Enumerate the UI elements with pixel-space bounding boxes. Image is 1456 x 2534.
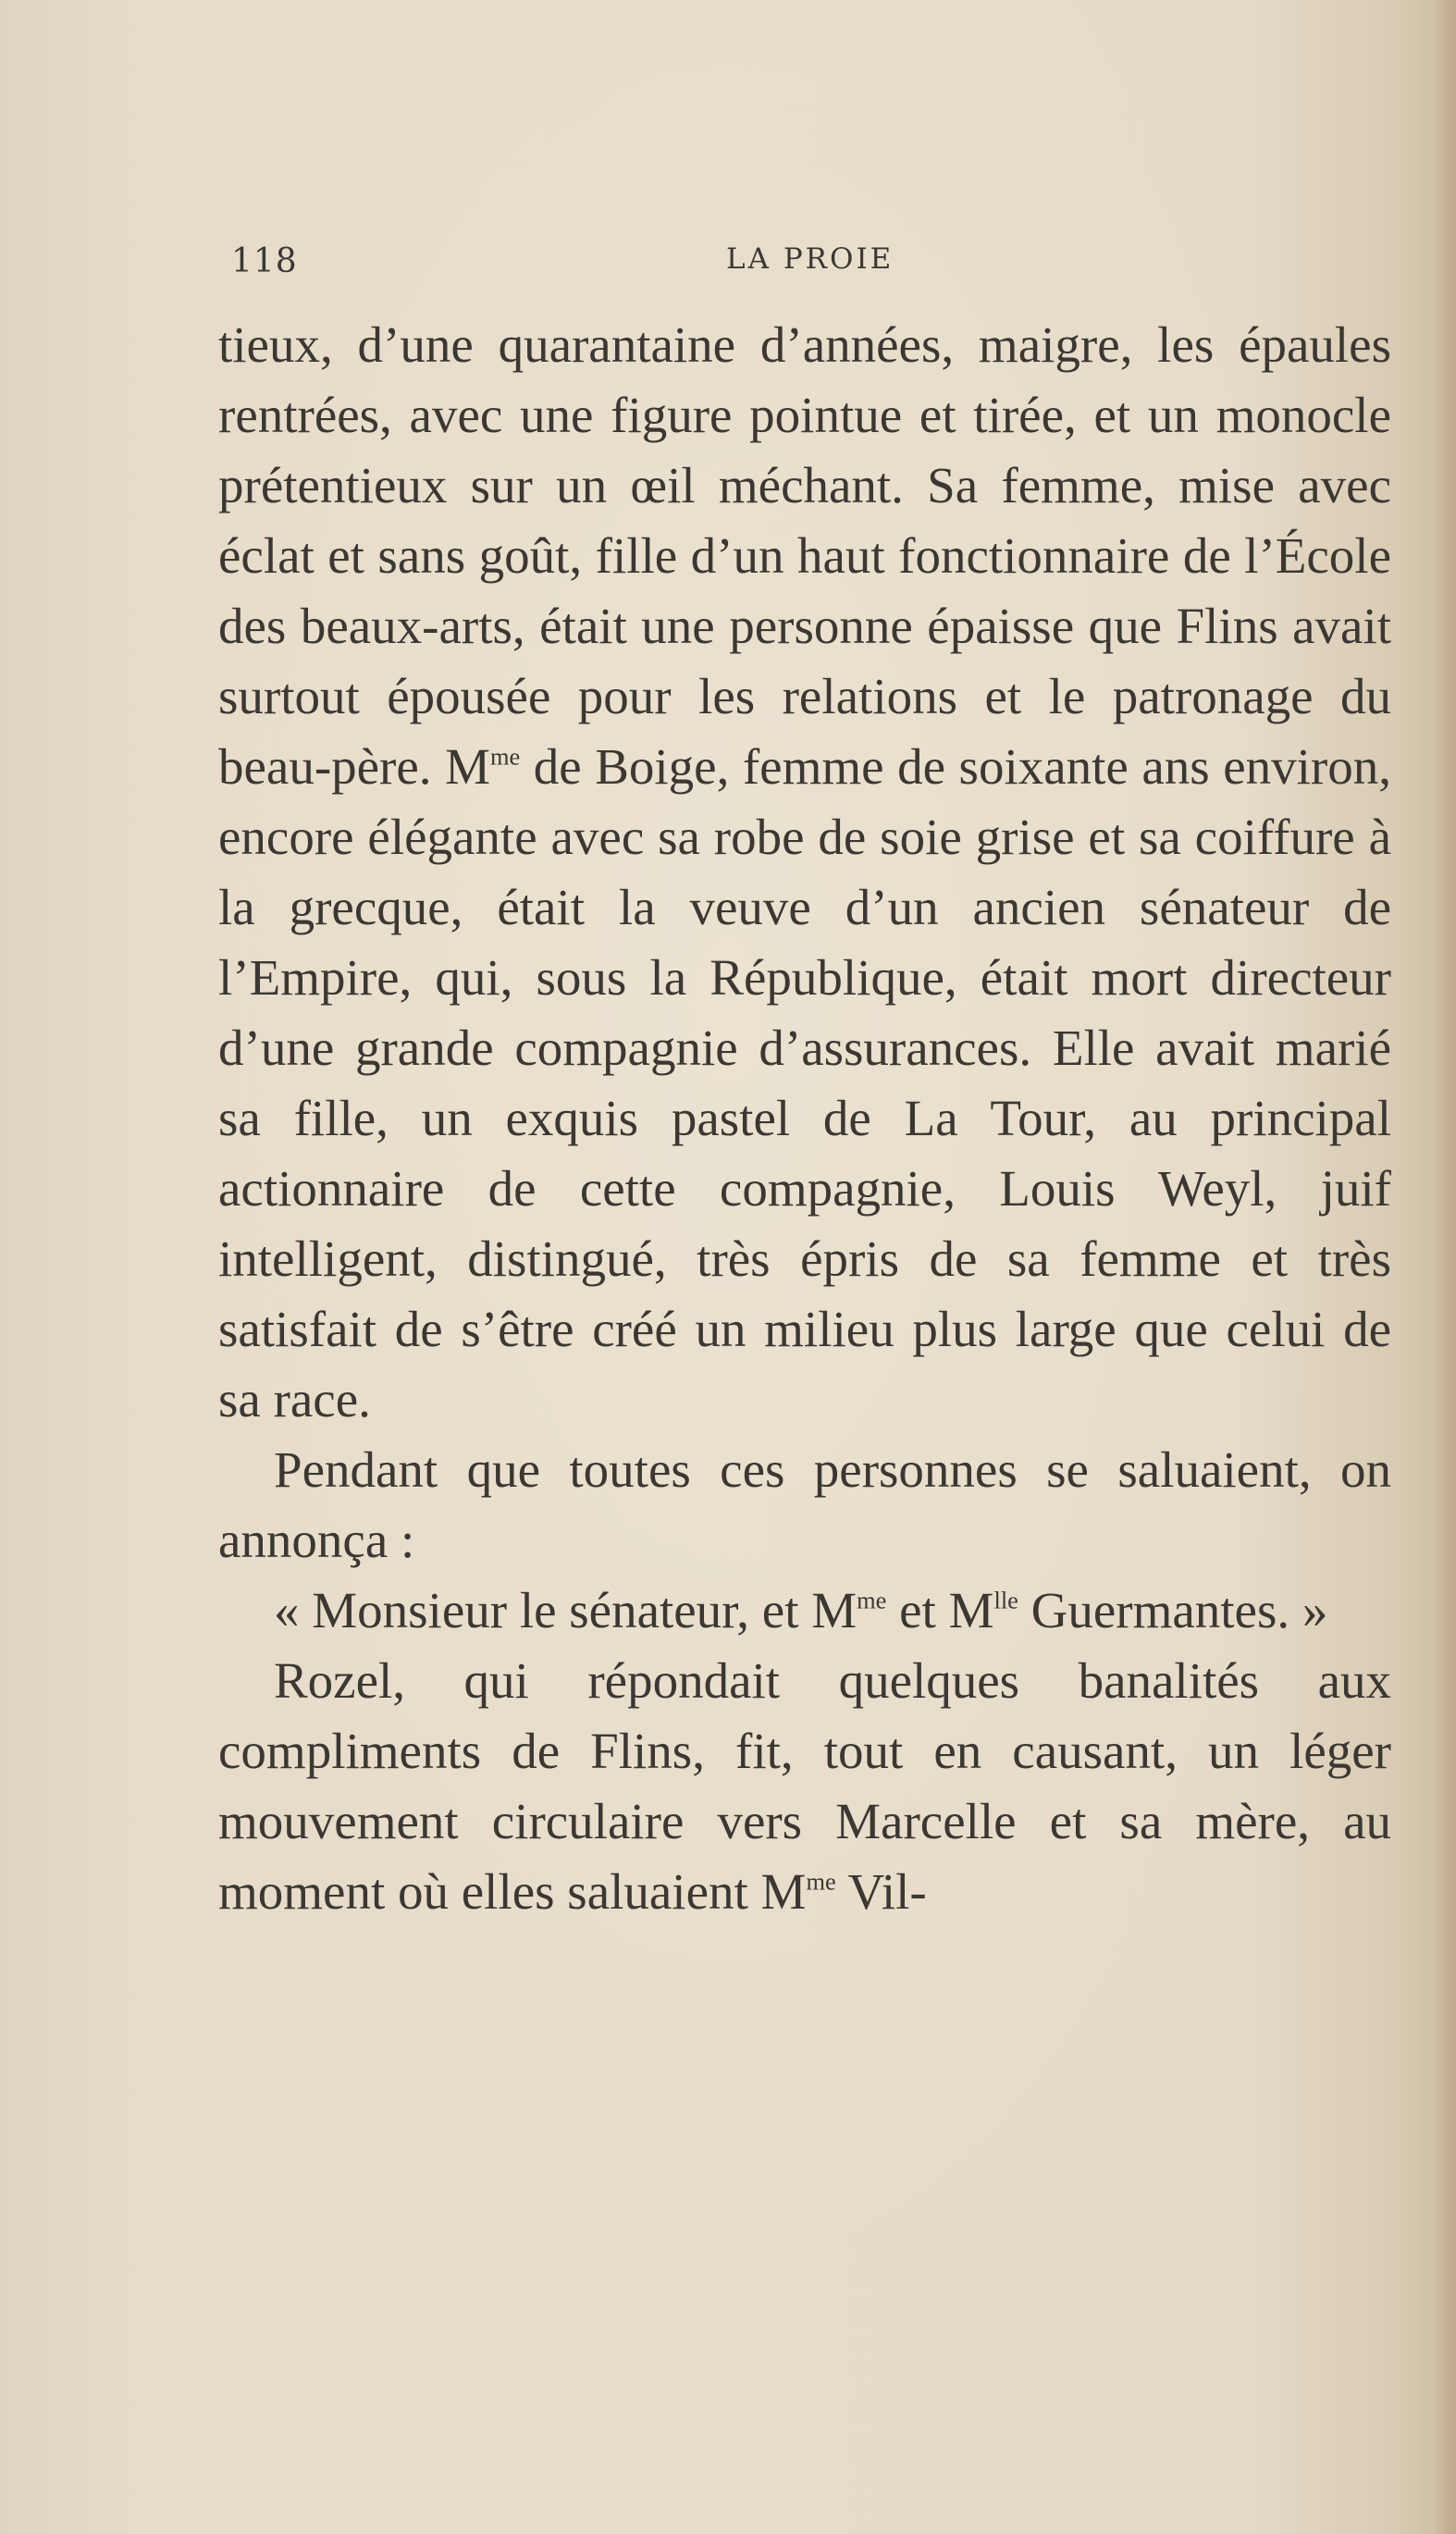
- running-title: LA PROIE: [726, 242, 895, 276]
- text-run: Rozel, qui répondait quelques banalités aux compliments de Flins, fit, tout en causant, un léger mouvement circulaire vers Marcelle et sa mère, au moment où elles saluaient M: [218, 1652, 1391, 1920]
- superscript: me: [806, 1867, 836, 1896]
- text-run: tieux, d’une quarantaine d’années, maigre, les épaules rentrées, avec une figure pointue et tirée, et un monocle prétentieux sur un œil méchant. Sa femme, mise avec éclat et sans goût, fille d’un haut fonctionnaire de l’École des beaux-arts, était une personne épaisse que Flins avait surtout épousée pour les relations et le patronage du beau-père. M: [218, 316, 1391, 795]
- paragraph: Pendant que toutes ces personnes se saluaient, on annonça :: [218, 1441, 1391, 1568]
- text-run: de Boige, femme de soixante ans environ, encore élégante avec sa robe de soie grise et sa coiffure à la grecque, était la veuve d’un ancien sénateur de l’Empire, qui, sous la République, était mort directeur d’une grande compagnie d’assurances. Elle avait marié sa fille, un exquis pastel de La Tour, au principal actionnaire de cette compagnie, Louis Weyl, juif intelligent, distingué, très épris de sa femme et très satisfait de s’être créé un milieu plus large que celui de sa race.: [218, 738, 1391, 1428]
- superscript: me: [857, 1586, 887, 1614]
- paragraph: [218, 1646, 1391, 1927]
- text-run: Vil-: [835, 1863, 927, 1920]
- paragraph: [218, 1576, 1391, 1646]
- paragraph: [218, 310, 1391, 1435]
- superscript: me: [489, 742, 521, 771]
- text-run: et M: [886, 1582, 994, 1638]
- page-header: [231, 242, 1392, 289]
- text-run: Guermantes. »: [1018, 1582, 1328, 1638]
- body-text: [218, 310, 1391, 1927]
- superscript: lle: [993, 1586, 1018, 1614]
- page-edge-shadow: [1432, 0, 1456, 2534]
- text-run: « Monsieur le sénateur, et M: [274, 1582, 858, 1638]
- page-number: 118: [231, 242, 298, 280]
